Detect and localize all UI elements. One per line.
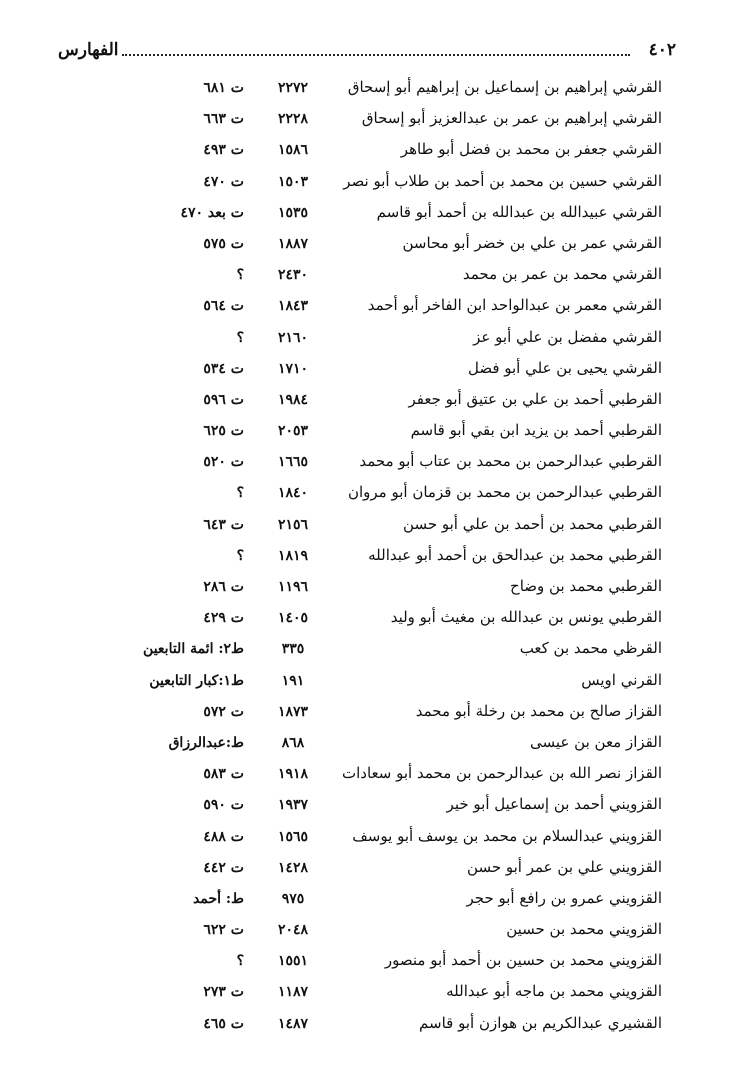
entry-name: القرشي معمر بن عبدالواحد ابن الفاخر أبو أحمد [367, 296, 662, 315]
entry-name: القرطبي أحمد بن علي بن عتيق أبو جعفر [408, 389, 662, 408]
page-number: ٤٠٢ [648, 40, 676, 60]
index-entry [0, 326, 746, 357]
entry-number: ١٥٣٥ [277, 204, 309, 221]
index-entry [0, 481, 746, 512]
entry-number: ٢٢٧٢ [277, 80, 309, 96]
entry-name: القرطبي محمد بن أحمد بن علي أبو حسن [403, 514, 662, 533]
entry-note: ت ٢٧٣ [203, 984, 244, 1001]
entry-number: ١٩٣٧ [277, 797, 309, 814]
entry-note: ت ٥٦٤ [203, 298, 244, 315]
entry-name: القزويني عبدالسلام بن محمد بن يوسف أبو يوسف [352, 826, 662, 845]
page-header [58, 38, 676, 68]
entry-note: ت ٦٢٢ [203, 922, 244, 939]
entry-name: القرشي إبراهيم بن إسماعيل بن إبراهيم أبو إسحاق [347, 78, 662, 96]
entry-name: القرشي عبيدالله بن عبدالله بن أحمد أبو قاسم [376, 202, 662, 221]
entry-number: ١٦٦٥ [277, 454, 309, 471]
index-entry [0, 637, 746, 668]
index-entry [0, 76, 746, 107]
index-entry [0, 762, 746, 793]
index-entry [0, 513, 746, 544]
entry-name: القرظي محمد بن كعب [519, 639, 662, 658]
entry-name: القزويني محمد بن حسين [506, 920, 662, 939]
entry-name: القرشي يحيى بن علي أبو فضل [467, 358, 662, 377]
entry-note: ت ٥٩٠ [203, 797, 244, 814]
entry-note: ت ٢٨٦ [203, 579, 244, 595]
entry-name: القزاز معن بن عيسى [530, 732, 662, 751]
entry-name: القرشي جعفر بن محمد بن فضل أبو طاهر [400, 140, 662, 159]
entry-name: القزاز نصر الله بن عبدالرحمن بن محمد أبو سعادات [342, 764, 662, 783]
index-entry [0, 856, 746, 887]
index-entry [0, 825, 746, 856]
entry-number: ٩٧٥ [281, 890, 305, 907]
entry-note: ت ٥٢٠ [203, 454, 244, 471]
entry-number: ١٥٠٣ [277, 173, 309, 190]
entry-number: ٢١٥٦ [277, 516, 309, 533]
entry-note: ت ٤٢٩ [203, 610, 244, 627]
entry-note: ت ٦٦٣ [203, 111, 244, 128]
entry-note: ت ٥٨٣ [203, 766, 244, 783]
entry-number: ٢١٦٠ [277, 329, 309, 346]
index-entry [0, 170, 746, 201]
entry-number: ٢٠٥٣ [277, 423, 309, 440]
section-title: الفهارس [58, 40, 119, 60]
entry-number: ١٩١ [281, 672, 305, 689]
index-entry [0, 669, 746, 700]
entry-number: ٢٤٣٠ [277, 267, 309, 284]
entry-note: ت ٤٨٨ [203, 828, 244, 845]
entry-number: ٢٠٤٨ [277, 922, 309, 939]
entry-note: ت ٥٧٥ [203, 235, 244, 252]
entry-note: ط:عبدالرزاق [168, 734, 244, 751]
index-entry [0, 138, 746, 169]
index-entry [0, 544, 746, 575]
entry-note: ت ٥٣٤ [203, 360, 244, 377]
entry-note: ت ٥٧٢ [203, 703, 244, 720]
entry-note: ؟ [236, 267, 244, 284]
entry-name: القرشي مفضل بن علي أبو عز [473, 327, 662, 346]
entry-name: القزويني عمرو بن رافع أبو حجر [466, 888, 662, 907]
index-entry [0, 606, 746, 637]
entry-name: القزاز صالح بن محمد بن رخلة أبو محمد [415, 701, 662, 720]
entry-name: القزويني أحمد بن إسماعيل أبو خير [446, 795, 662, 814]
entry-note: ت ٦٢٥ [203, 423, 244, 440]
entry-note: ؟ [236, 953, 244, 970]
index-entry [0, 700, 746, 731]
index-entry [0, 263, 746, 294]
entry-note: ؟ [236, 329, 244, 346]
entry-number: ١٤٠٥ [277, 610, 309, 627]
index-entry [0, 450, 746, 481]
entry-name: القرني اويس [581, 670, 662, 689]
entry-name: القرطبي محمد بن وضاح [510, 577, 662, 595]
entry-number: ١٨٤٣ [277, 298, 309, 315]
index-entry [0, 232, 746, 263]
entry-name: القرشي حسين بن محمد بن أحمد بن طلاب أبو نصر [343, 171, 662, 190]
entry-note: ؟ [236, 485, 244, 502]
entry-note: ؟ [236, 547, 244, 564]
header-dot-leader [122, 54, 630, 56]
entry-note: ت ٤٦٥ [203, 1015, 244, 1032]
entry-number: ١٨٨٧ [277, 235, 309, 252]
entry-number: ١٥٥١ [277, 953, 309, 970]
index-entry [0, 419, 746, 450]
entry-number: ١١٨٧ [277, 984, 309, 1001]
index-entry [0, 918, 746, 949]
entry-number: ١٩٨٤ [277, 391, 309, 408]
entry-name: القزويني محمد بن حسين بن أحمد أبو منصور [384, 951, 662, 970]
entry-name: القرطبي محمد بن عبدالحق بن أحمد أبو عبدالله [368, 545, 662, 564]
entry-number: ١٧١٠ [277, 360, 309, 377]
entry-name: القرشي عمر بن علي بن خضر أبو محاسن [402, 233, 662, 252]
entry-name: القرطبي يونس بن عبدالله بن مغيث أبو وليد [390, 608, 662, 627]
entry-name: القرطبي عبدالرحمن بن محمد بن قزمان أبو مروان [347, 483, 662, 502]
entry-number: ٨٦٨ [281, 734, 305, 751]
index-entry [0, 294, 746, 325]
entry-note: ت ٤٧٠ [203, 173, 244, 190]
entry-name: القرطبي أحمد بن يزيد ابن بقي أبو قاسم [410, 421, 662, 440]
entry-note: ط٢: ائمة التابعين [143, 641, 244, 658]
entry-note: ت ٤٩٣ [203, 142, 244, 159]
index-entry [0, 949, 746, 980]
index-entry [0, 887, 746, 918]
entry-number: ١٨١٩ [277, 547, 309, 564]
entry-name: القزويني علي بن عمر أبو حسن [467, 857, 662, 876]
entry-number: ١٤٨٧ [277, 1015, 309, 1032]
entry-number: ١٥٨٦ [277, 142, 309, 159]
entry-note: ط: أحمد [193, 890, 244, 907]
entry-note: ت ٤٤٢ [203, 859, 244, 876]
index-entry [0, 731, 746, 762]
entry-number: ١١٩٦ [277, 579, 309, 595]
entry-note: ت ٦٤٣ [203, 516, 244, 533]
entry-note: ت ٥٩٦ [203, 391, 244, 408]
index-entry [0, 575, 746, 606]
index-entry-list [0, 76, 746, 1043]
entry-number: ٣٣٥ [281, 641, 305, 658]
entry-name: القرشي محمد بن عمر بن محمد [462, 265, 662, 284]
entry-number: ١٨٤٠ [277, 485, 309, 502]
entry-name: القرطبي عبدالرحمن بن محمد بن عتاب أبو محمد [359, 452, 662, 471]
entry-number: ٢٢٢٨ [277, 111, 309, 128]
entry-number: ١٤٢٨ [277, 859, 309, 876]
entry-name: القشيري عبدالكريم بن هوازن أبو قاسم [419, 1013, 662, 1032]
index-entry [0, 388, 746, 419]
entry-number: ١٥٦٥ [277, 828, 309, 845]
entry-number: ١٨٧٣ [277, 703, 309, 720]
entry-note: ت بعد ٤٧٠ [180, 204, 244, 221]
index-entry [0, 201, 746, 232]
index-entry [0, 107, 746, 138]
index-entry [0, 1012, 746, 1043]
entry-note: ط١:كبار التابعين [149, 672, 244, 689]
index-entry [0, 793, 746, 824]
entry-name: القرشي إبراهيم بن عمر بن عبدالعزيز أبو إسحاق [361, 109, 662, 128]
entry-name: القزويني محمد بن ماجه أبو عبدالله [446, 982, 662, 1001]
entry-number: ١٩١٨ [277, 766, 309, 783]
index-entry [0, 357, 746, 388]
entry-note: ت ٦٨١ [203, 80, 244, 96]
index-entry [0, 980, 746, 1011]
